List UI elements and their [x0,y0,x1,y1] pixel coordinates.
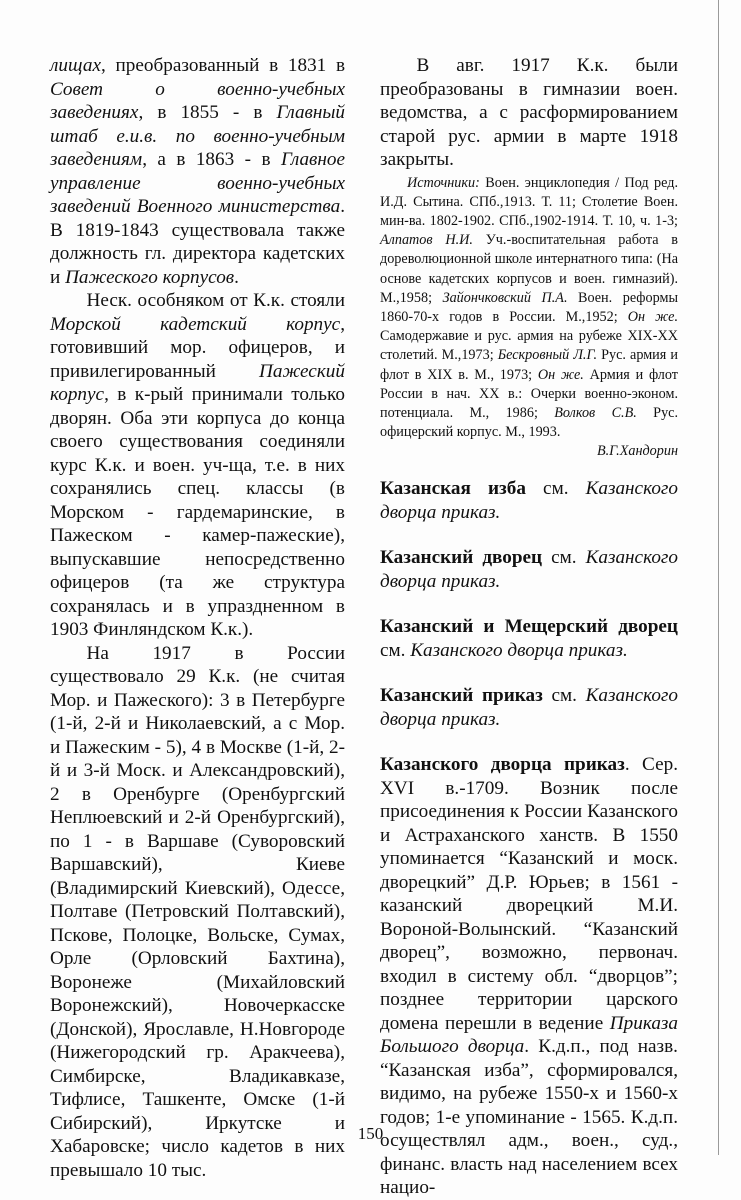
text-run: , в к-рый принимали только дворян. Оба эти корпуса до конца своего существования соединяли курс К.к. и воен. уч-ща, т.е. в них сохранялись спец. классы (в Морском - гардемаринские, в Пажеском - камер-пажеские), выпускавшие непосредственно офицеров (та же структура сохранялась и в упраздненном в 1903 Финляндском К.к.). [50,384,345,640]
text-run: . В 1819-1843 существовала также должность гл. директора кадетских и [50,196,345,288]
italic-run: Бескровный Л.Г. [497,347,598,364]
italic-run: Источники: [406,174,480,191]
headword: Казанский приказ [380,685,543,707]
italic-run: Пажеского корпусов [65,266,235,288]
italic-run: Морской кадетский корпус [50,313,341,335]
italic-run: Алпатов Н.И. [380,232,473,249]
text-run: , а в 1863 - в [142,149,281,170]
italic-run: Он же. [627,308,678,325]
page-number: 150 [357,1124,384,1143]
text-run: . К.д.п., под назв. “Казанская изба”, сформировался, видимо, на рубеже 1550-х и 1560-х годов; 1-е упоминание - 1565. К.д.п. осуществлял адм., воен., суд., финанс. власть над населением всех нацио- [380,1036,678,1199]
sources-block [380,174,678,443]
text-run: см. [542,685,586,707]
italic-run: Совет о военно-учебных заведениях [50,78,345,123]
italic-run: Он же. [537,366,584,383]
italic-run: Казанского дворца приказ. [380,547,678,592]
text-run: Неск. особняком от К.к. стояли [86,290,345,311]
text-run: , преобразованный в 1831 в [101,55,345,76]
left-column [50,54,345,1182]
text-run: , в 1855 - в [138,102,277,123]
left-paragraph-1 [50,54,345,289]
italic-run: Казанского дворца приказ. [380,478,678,523]
text-run: . [234,266,239,288]
italic-run: лищах [50,55,102,76]
text-run: На 1917 в России существовало 29 К.к. (не считая Мор. и Пажеского): 3 в Петербурге (1-й, 2-й и Николаевский, а с Мор. и Пажеским - 5), 4 в Москве (1-й, 2-й и 3-й Моск. и Александровский), 2 в Оренбурге (Оренбургский Неплюевский и 2-й Оренбургский), по 1 - в Варшаве (Суворовский Варшавский), Киеве (Владимирский Киевский), Одессе, Полтаве (Петровский Полтавский), Пскове, Полоцке, Вольске, Сумах, Орле (Орловский Бахтина), Воронеже (Михайловский Воронежский), Новочеркасске (Донской), Ярославле, Н.Новгороде (Нижегородский гр. Аракчеева), Симбирске, Владикавказе, Тифлисе, Ташкенте, Омске (1-й Сибирский), Иркутске и Хабаровске; число кадетов в них превышало 10 тыс. [50,642,345,1181]
italic-run: Казанского дворца приказ. [410,639,628,661]
italic-run: Приказа Большого дворца [380,1012,678,1058]
italic-run: Казанского дворца приказ. [380,685,678,730]
italic-run: Волков С.В. [554,404,637,421]
text-run: Армия и флот России в нач. XX в.: Очерки военно-эконом. потенциала. М., 1986; [380,366,678,421]
entry-kazanskiy-i-meshcherskiy-dvorets [380,615,678,662]
text-run: В авг. 1917 К.к. были преобразованы в гимназии воен. ведомства, а с расформированием старой рус. армии в марте 1918 закрыты. [380,55,678,170]
text-run: см. [542,547,586,569]
text-run: Воен. реформы 1860-70-х годов в России. М.,1952; [380,289,678,325]
entry-kazanskaya-izba [380,477,678,524]
article-author: В.Г.Хандорин [596,443,678,460]
text-run: Уч.-воспитательная работа в дореволюционной школе интернатного типа: (На основе кадетских корпусов и воен. гимназий). М.,1958; [380,232,678,306]
text-run: , готовивший мор. офицеров, и привилегированный [50,313,345,382]
scan-edge-line [718,0,719,1155]
text-run: Рус. офицерский корпус. М., 1993. [380,404,679,441]
right-paragraph-1 [380,54,678,172]
text-run: Рус. армия и флот в XIX в. М., 1973; [380,347,678,383]
entry-kazanskiy-dvorets [380,546,678,593]
text-run: см. [380,639,411,661]
headword: Казанского дворца приказ [380,754,625,776]
headword: Казанский и Мещерский дворец [380,616,678,638]
italic-run: Главное управление военно-учебных заведений Военного министерства [50,149,345,217]
text-run: . Сер. XVI в.-1709. Возник после присоединения к России Казанского и Астраханского ханств. В 1550 упоминается “Казанский и моск. дворецкий” Д.Р. Юрьев; в 1561 - казанский дворецкий М.И. Вороной-Волынский. “Казанский дворец”, возможно, первонач. входил в систему обл. “дворцов”; позднее территории царского домена перешли в ведение [380,754,678,1034]
italic-run: Главный штаб е.и.в. по военно-учебным заведениям [50,102,345,170]
text-run: см. [525,478,586,500]
headword: Казанский дворец [380,547,543,569]
italic-run: Зайончковский П.А. [442,289,568,306]
text-run: Самодержавие и рус. армия на рубеже XIX-XX столетий. М.,1973; [380,328,678,364]
italic-run: Пажеский корпус [50,360,345,405]
left-paragraph-2 [50,289,345,642]
left-paragraph-3 [50,642,345,1183]
right-column [380,54,678,1200]
text-run: Воен. энциклопедия / Под ред. И.Д. Сытина. СПб.,1913. Т. 11; Столетие Воен. мин-ва. 1802-1902. СПб.,1902-1914. Т. 10, ч. 1-3; [380,174,678,229]
headword: Казанская изба [380,478,526,500]
entry-kazanskiy-prikaz [380,684,678,731]
